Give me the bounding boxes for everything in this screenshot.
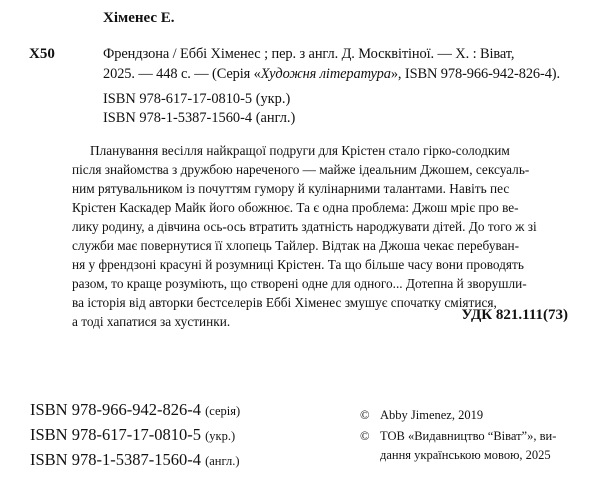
bibliographic-line-2-end: », ISBN 978-966-942-826-4).: [390, 66, 561, 82]
annotation-paragraph: [72, 141, 570, 331]
copyright-publisher: [360, 429, 556, 444]
isbn-number: ISBN 978-1-5387-1560-4: [30, 450, 201, 469]
isbn-series-line: [30, 400, 240, 420]
series-title: Художня література: [260, 66, 391, 82]
annotation-line: ва історія від авторки бестселерів Еббі Хіменес змушує спочатку сміятися,: [72, 295, 497, 310]
isbn-number: ISBN 978-966-942-826-4: [30, 400, 201, 419]
annotation-line: служби має повернутися її хлопець Тайлер. Відтак на Джоша чекає перебуван-: [72, 238, 520, 253]
annotation-line: лику родину, а дівчина ось-ось втратить здатність народжувати дітей. До того ж зі: [72, 219, 537, 234]
isbn-note: (серія): [205, 404, 241, 418]
annotation-line: разом, то краще розуміють, що створені одне для одного... Дотепна й зворушли-: [72, 276, 527, 291]
annotation-line: ня у френдзоні красуні й розумниці Крістен. Та що більше часу вони проводять: [72, 257, 524, 272]
annotation-line: Планування весілля найкращої подруги для Крістен стало гірко-солодким: [90, 143, 510, 158]
annotation-line: Крістен Каскадер Майк його обожнює. Та є одна проблема: Джош мріє про ве-: [72, 200, 519, 215]
copyright-author-text: Abby Jimenez, 2019: [380, 408, 484, 422]
bibliographic-line-2: [103, 66, 560, 83]
annotation-line: після знайомства з дружбою нареченого — майже ідеальним Джошем, сексуаль-: [72, 162, 530, 177]
bibliographic-line-2-start: 2025. — 448 с. — (Серія «: [103, 66, 261, 82]
isbn-english: ISBN 978-1-5387-1560-4 (англ.): [103, 110, 296, 126]
bibliographic-line-1: Френдзона / Еббі Хіменес ; пер. з англ. Д. Москвітіної. — Х. : Віват,: [103, 46, 515, 62]
annotation-line: а тоді хапатися за хустинки.: [72, 314, 231, 329]
isbn-number: ISBN 978-617-17-0810-5: [30, 425, 201, 444]
copyright-icon: ©: [360, 408, 370, 422]
isbn-note: (укр.): [205, 429, 236, 443]
isbn-ukrainian: ISBN 978-617-17-0810-5 (укр.): [103, 91, 291, 107]
isbn-english-line: [30, 450, 240, 470]
annotation-line: ним рятувальником із почуттям гумору й кулінарними талантами. Навіть пес: [72, 181, 510, 196]
isbn-ukrainian-line: [30, 425, 235, 445]
catalog-code: Х50: [29, 46, 55, 62]
copyright-publisher-text: ТОВ «Видавництво “Віват”», ви-: [380, 429, 557, 443]
author-heading: Хіменес Е.: [103, 10, 175, 26]
copyright-icon: ©: [360, 429, 370, 443]
copyright-author: [360, 408, 483, 423]
udk-code: УДК 821.111(73): [461, 307, 568, 323]
copyright-publisher-continued: дання українською мовою, 2025: [380, 448, 551, 462]
isbn-note: (англ.): [205, 454, 240, 468]
